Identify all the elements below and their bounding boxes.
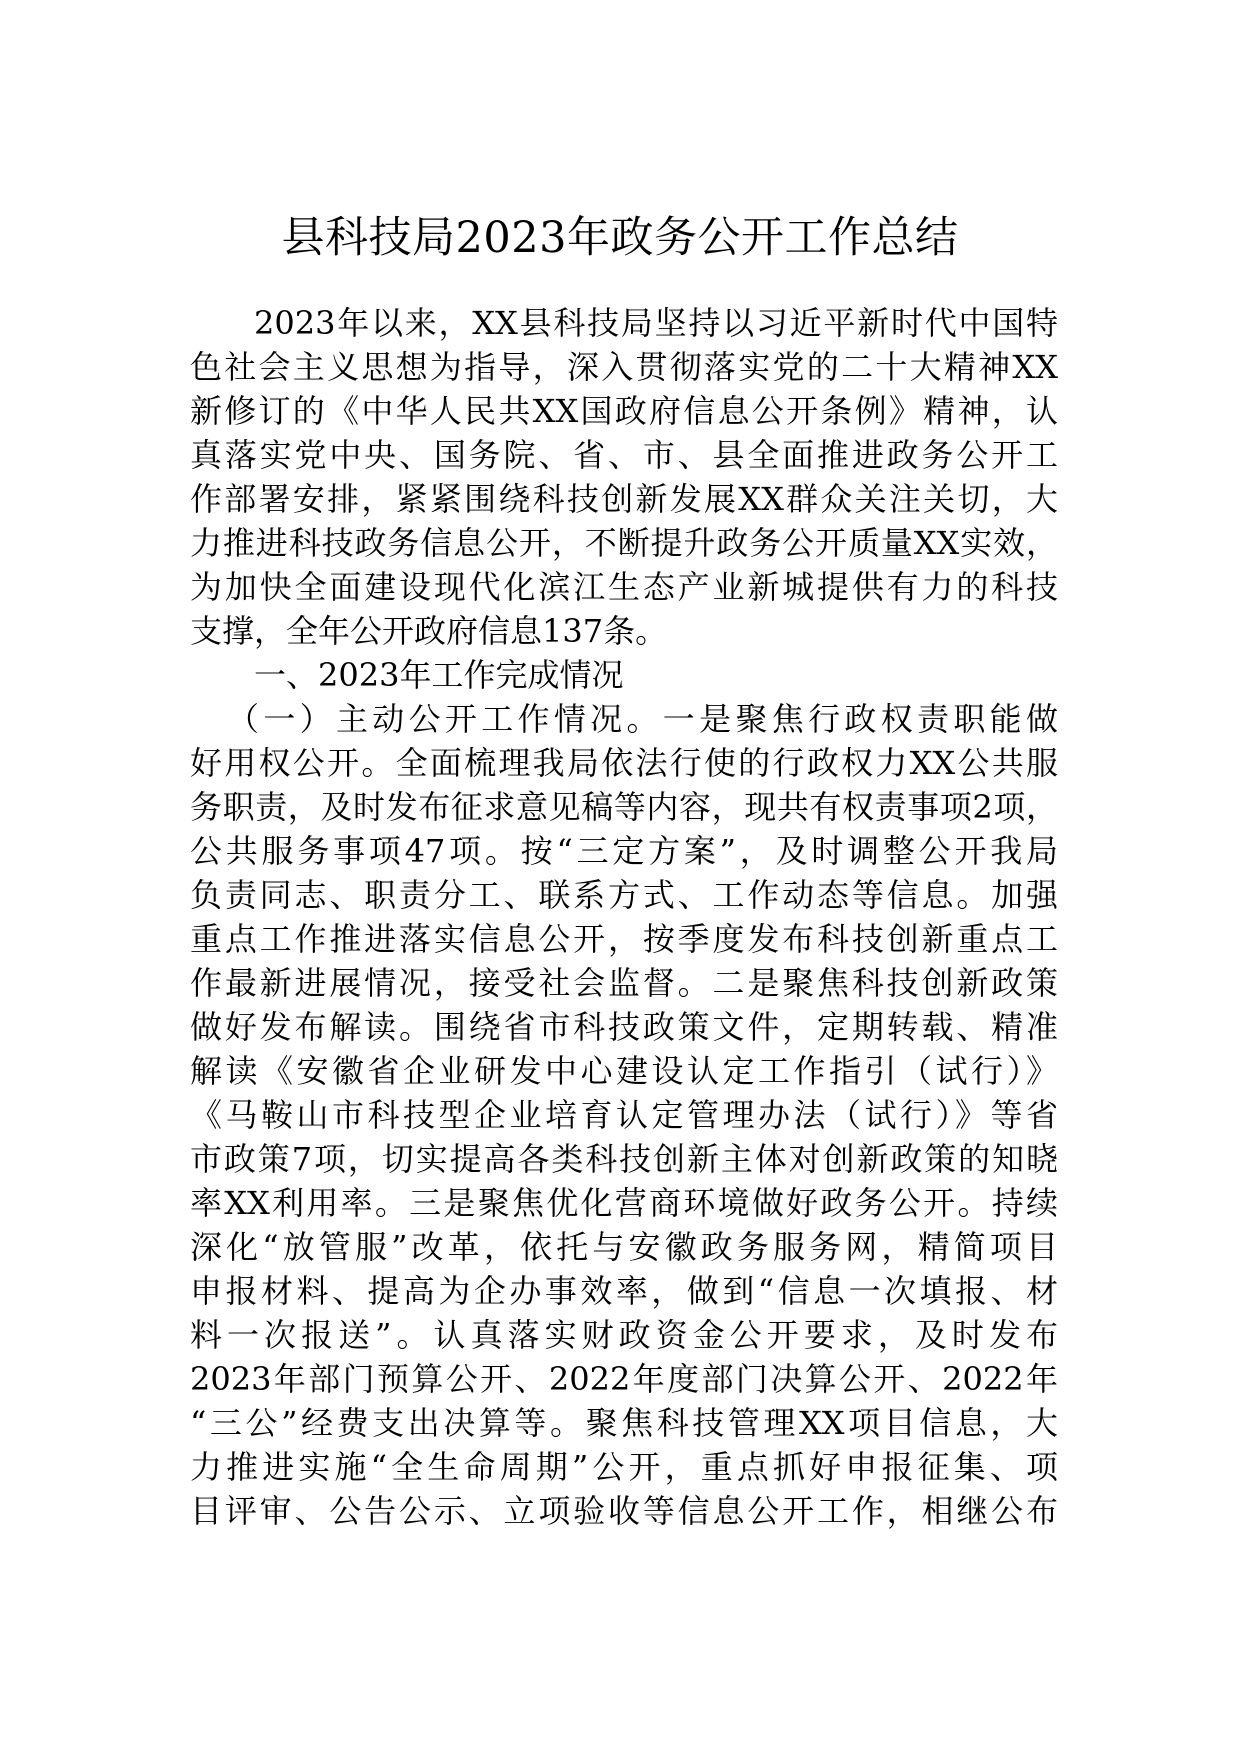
paragraph-line: 2023年以来，XX县科技局坚持以习近平新时代中国特 [254,304,1058,342]
paragraph-line: 好用权公开。全面梳理我局依法行使的行政权力XX公共服 [190,744,1058,782]
paragraph-line: 新修订的《中华人民共XX国政府信息公开条例》精神，认 [190,392,1058,430]
paragraph-line: 率XX利用率。三是聚焦优化营商环境做好政务公开。持续 [190,1184,1058,1222]
paragraph-line: 公共服务事项47项。按“三定方案”，及时调整公开我局 [190,832,1058,870]
paragraph-line: 作最新进展情况，接受社会监督。二是聚焦科技创新政策 [190,964,1058,1002]
paragraph-line: 市政策7项，切实提高各类科技创新主体对创新政策的知晓 [190,1140,1058,1178]
paragraph-line: “三公”经费支出决算等。聚焦科技管理XX项目信息，大 [190,1404,1058,1442]
paragraph-line: 深化“放管服”改革，依托与安徽政务服务网，精简项目 [190,1228,1058,1266]
paragraph-line: 料一次报送”。认真落实财政资金公开要求，及时发布 [190,1316,1058,1354]
paragraph-line: 力推进实施“全生命周期”公开，重点抓好申报征集、项 [190,1448,1058,1486]
paragraph-line: 为加快全面建设现代化滨江生态产业新城提供有力的科技 [190,568,1058,606]
paragraph-line: 务职责，及时发布征求意见稿等内容，现共有权责事项2项， [190,788,1058,826]
paragraph-line: 力推进科技政务信息公开，不断提升政务公开质量XX实效， [190,524,1058,562]
paragraph-line: 支撑，全年公开政府信息137条。 [190,612,668,650]
section-heading: 一、2023年工作完成情况 [254,656,624,694]
paragraph-line: 负责同志、职责分工、联系方式、工作动态等信息。加强 [190,876,1058,914]
paragraph-line: 2023年部门预算公开、2022年度部门决算公开、2022年 [190,1360,1058,1398]
paragraph-line: 重点工作推进落实信息公开，按季度发布科技创新重点工 [190,920,1058,958]
paragraph-line: 色社会主义思想为指导，深入贯彻落实党的二十大精神XX [190,348,1058,386]
paragraph-line: 作部署安排，紧紧围绕科技创新发展XX群众关注关切，大 [190,480,1058,518]
paragraph-line: 《马鞍山市科技型企业培育认定管理办法（试行）》等省 [190,1096,1058,1134]
document-title: 县科技局2023年政务公开工作总结 [281,213,959,263]
paragraph-line: 目评审、公告公示、立项验收等信息公开工作，相继公布 [190,1492,1058,1530]
paragraph-line: 解读《安徽省企业研发中心建设认定工作指引（试行）》 [190,1052,1058,1090]
paragraph-line: （一）主动公开工作情况。一是聚焦行政权责职能做 [227,700,1058,738]
paragraph-line: 真落实党中央、国务院、省、市、县全面推进政务公开工 [190,436,1058,474]
paragraph-line: 做好发布解读。围绕省市科技政策文件，定期转载、精准 [190,1008,1058,1046]
paragraph-line: 申报材料、提高为企办事效率，做到“信息一次填报、材 [190,1272,1058,1310]
